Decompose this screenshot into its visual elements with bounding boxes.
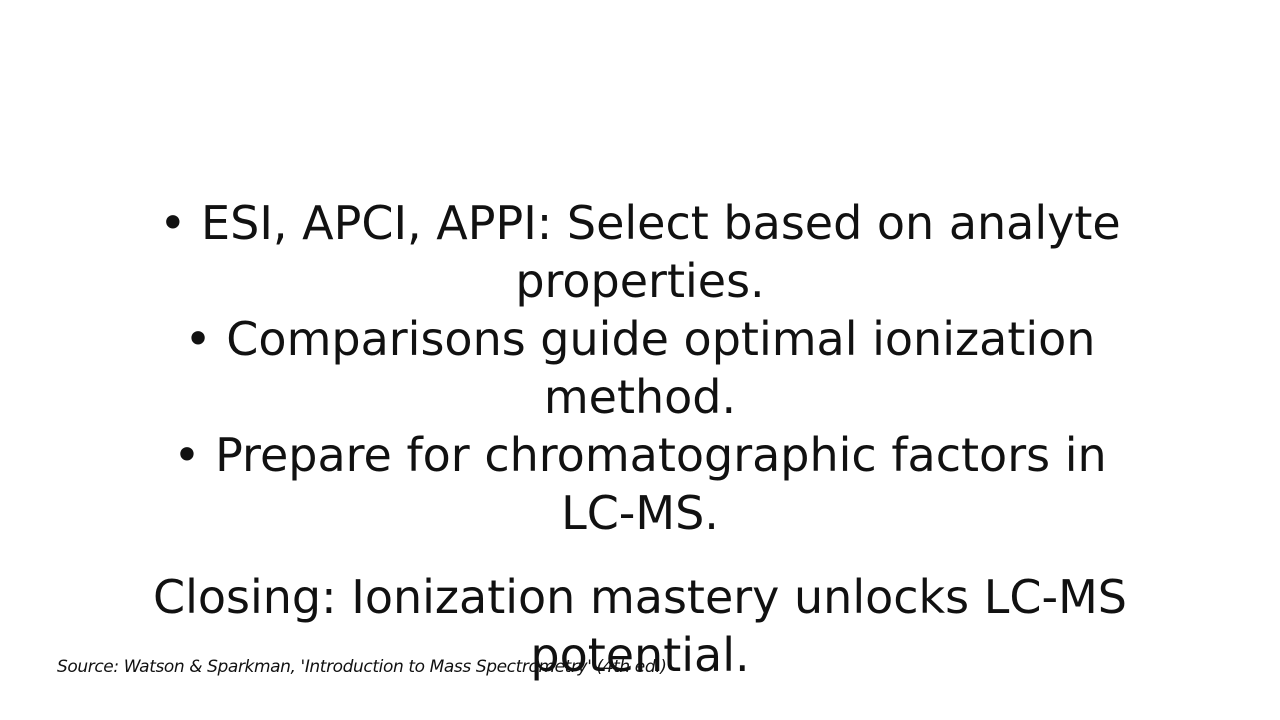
closing-statement: Closing: Ionization mastery unlocks LC-MS potential. [152, 570, 1128, 682]
bullet-item: • ESI, APCI, APPI: Select based on analyte properties. [159, 196, 1121, 308]
bullet-list [150, 194, 1130, 542]
bullet-item: • Prepare for chromatographic factors in LC-MS. [173, 428, 1107, 540]
bullet-item: • Comparisons guide optimal ionization method. [184, 312, 1096, 424]
source-citation: Source: Watson & Sparkman, 'Introduction to Mass Spectrometry' (4th ed.) [57, 657, 667, 677]
